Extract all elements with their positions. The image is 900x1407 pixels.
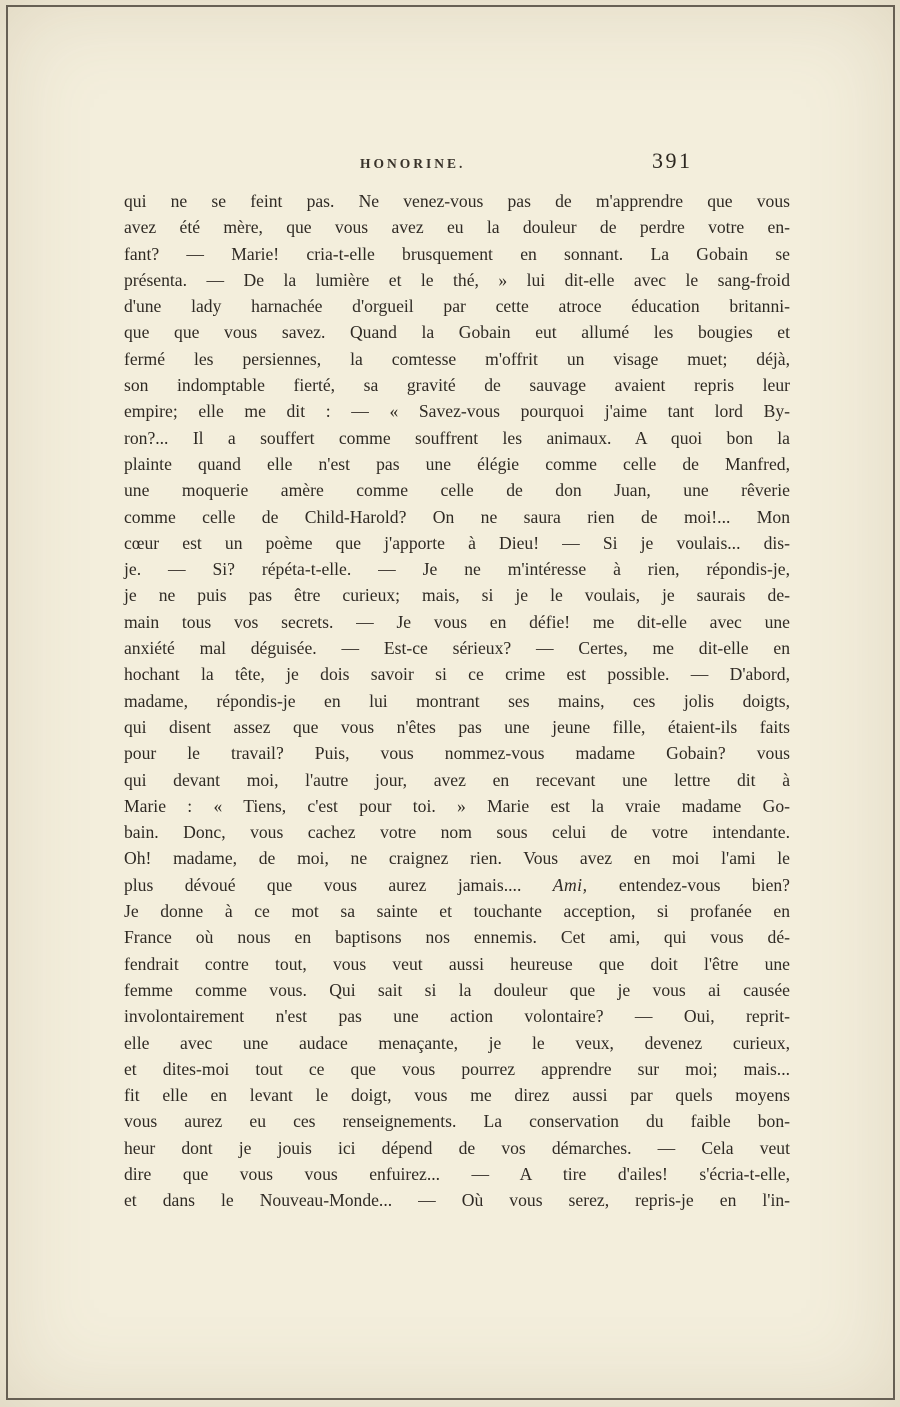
page-text [124, 188, 790, 1214]
text-line: dire que vous vous enfuirez... — A tire d'ailes! s'écria-t-elle, [124, 1163, 790, 1184]
text-line: femme comme vous. Qui sait si la douleur que je vous ai causée [124, 979, 790, 1000]
text-line: madame, répondis-je en lui montrant ses mains, ces jolis doigts, [124, 690, 790, 711]
text-line: anxiété mal déguisée. — Est-ce sérieux? — Certes, me dit-elle en [124, 638, 790, 659]
text-line: une moquerie amère comme celle de don Juan, une rêverie [124, 480, 790, 501]
text-line: que que vous savez. Quand la Gobain eut allumé les bougies et [124, 322, 790, 343]
text-line: Oh! madame, de moi, ne craignez rien. Vous avez en moi l'ami le [124, 848, 790, 869]
text-line: involontairement n'est pas une action volontaire? — Oui, reprit- [124, 1006, 790, 1027]
running-title: HONORINE. [360, 156, 466, 171]
text-line: je ne puis pas être curieux; mais, si je le voulais, je saurais de- [124, 585, 790, 606]
text-line: pour le travail? Puis, vous nommez-vous madame Gobain? vous [124, 743, 790, 764]
text-line: fendrait contre tout, vous veut aussi heureuse que doit l'être une [124, 953, 790, 974]
text-line: elle avec une audace menaçante, je le veux, devenez curieux, [124, 1032, 790, 1053]
text-line: fant? — Marie! cria-t-elle brusquement en sonnant. La Gobain se [124, 243, 790, 264]
text-line: comme celle de Child-Harold? On ne saura rien de moi!... Mon [124, 506, 790, 527]
text-line: présenta. — De la lumière et le thé, » lui dit-elle avec le sang-froid [124, 269, 790, 290]
text-line: Je donne à ce mot sa sainte et touchante acception, si profanée en [124, 901, 790, 922]
text-line: qui devant moi, l'autre jour, avez en recevant une lettre dit à [124, 769, 790, 790]
text-line: qui ne se feint pas. Ne venez-vous pas de m'apprendre que vous [124, 191, 790, 211]
text-line: fit elle en levant le doigt, vous me direz aussi par quels moyens [124, 1085, 790, 1106]
text-line: hochant la tête, je dois savoir si ce crime est possible. — D'abord, [124, 664, 790, 685]
text-block [124, 148, 790, 1214]
page-header [124, 148, 790, 188]
text-line: cœur est un poème que j'apporte à Dieu! — Si je voulais... dis- [124, 532, 790, 553]
page-number: 391 [652, 148, 693, 173]
text-line: vous aurez eu ces renseignements. La conservation du faible bon- [124, 1111, 790, 1132]
text-line: ron?... Il a souffert comme souffrent les animaux. A quoi bon la [124, 427, 790, 448]
text-line: et dans le Nouveau-Monde... — Où vous serez, repris-je en l'in- [124, 1190, 790, 1211]
text-line: empire; elle me dit : — « Savez-vous pourquoi j'aime tant lord By- [124, 401, 790, 422]
text-line: et dites-moi tout ce que vous pourrez apprendre sur moi; mais... [124, 1058, 790, 1079]
text-line: Marie : « Tiens, c'est pour toi. » Marie est la vraie madame Go- [124, 795, 790, 816]
text-line: fermé les persiennes, la comtesse m'offrit un visage muet; déjà, [124, 348, 790, 369]
text-line: heur dont je jouis ici dépend de vos démarches. — Cela veut [124, 1137, 790, 1158]
text-line: plainte quand elle n'est pas une élégie comme celle de Manfred, [124, 453, 790, 474]
text-line: je. — Si? répéta-t-elle. — Je ne m'intéresse à rien, répondis-je, [124, 559, 790, 580]
text-line: main tous vos secrets. — Je vous en défie! me dit-elle avec une [124, 611, 790, 632]
text-line: avez été mère, que vous avez eu la douleur de perdre votre en- [124, 217, 790, 238]
text-line: son indomptable fierté, sa gravité de sauvage avaient repris leur [124, 375, 790, 396]
text-line: France où nous en baptisons nos ennemis. Cet ami, qui vous dé- [124, 927, 790, 948]
text-line: plus dévoué que vous aurez jamais.... Ami, entendez-vous bien? [124, 874, 790, 895]
text-line: bain. Donc, vous cachez votre nom sous celui de votre intendante. [124, 822, 790, 843]
text-line: qui disent assez que vous n'êtes pas une jeune fille, étaient-ils faits [124, 716, 790, 737]
text-line: d'une lady harnachée d'orgueil par cette atroce éducation britanni- [124, 296, 790, 317]
